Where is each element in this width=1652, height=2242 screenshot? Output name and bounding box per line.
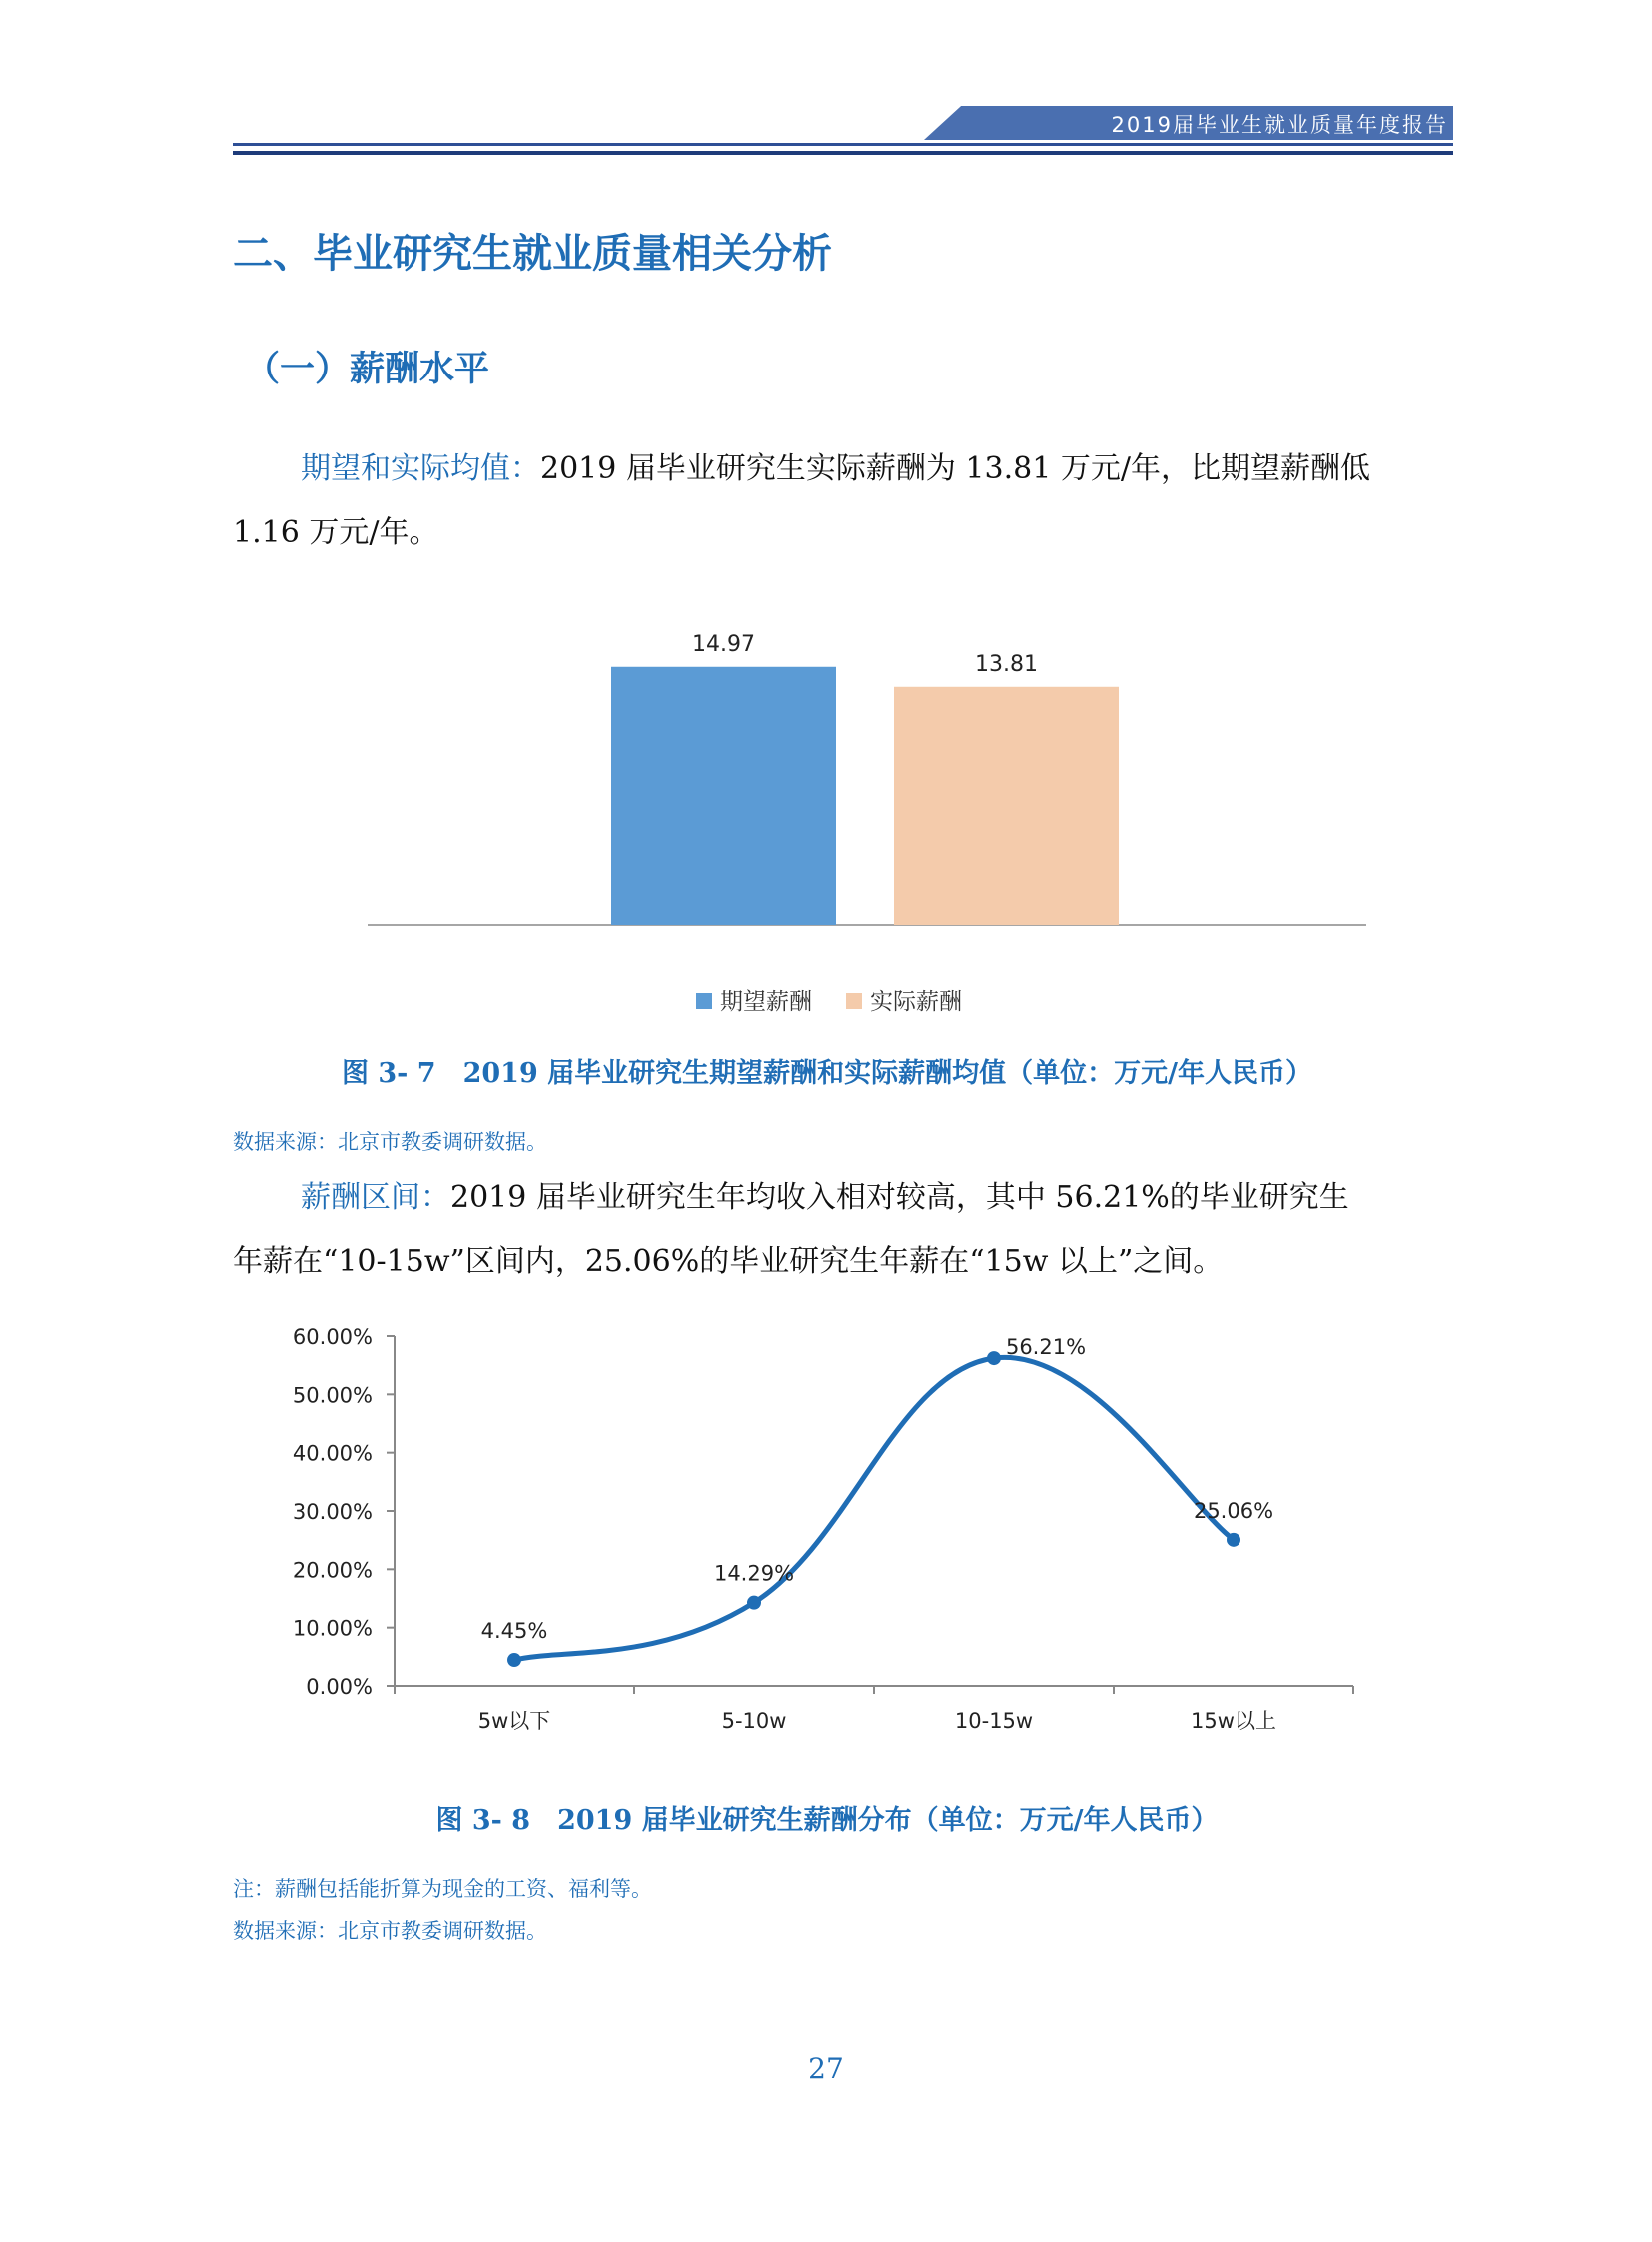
- page-number: 27: [808, 2052, 844, 2085]
- figure-2-source: 数据来源：北京市教委调研数据。: [233, 1919, 547, 1943]
- paragraph-2: [233, 1166, 1421, 1294]
- header-rule-thin: [233, 143, 1453, 146]
- y-tick-label: 60.00%: [292, 1325, 373, 1349]
- paragraph-1-line1: 2019 届毕业研究生实际薪酬为 13.81 万元/年，比期望薪酬低: [540, 451, 1370, 486]
- paragraph-1: [233, 437, 1421, 565]
- x-tick-label: 10-15w: [954, 1709, 1034, 1733]
- data-point: [747, 1596, 761, 1610]
- figure-2-caption: 图 3- 8 2019 届毕业研究生薪酬分布（单位：万元/年人民币）: [435, 1805, 1219, 1836]
- legend-label: 实际薪酬: [870, 989, 962, 1015]
- x-tick-label: 5-10w: [721, 1709, 787, 1733]
- y-tick-label: 10.00%: [292, 1616, 373, 1641]
- figure-2-note: 注：薪酬包括能折算为现金的工资、福利等。: [233, 1877, 652, 1901]
- paragraph-2-line1: 2019 届毕业研究生年均收入相对较高，其中 56.21%的毕业研究生: [450, 1180, 1349, 1215]
- bar-value-label: 13.81: [975, 651, 1038, 677]
- paragraph-2-line2: 年薪在“10-15w”区间内，25.06%的毕业研究生年薪在“15w 以上”之间。: [233, 1244, 1224, 1279]
- header-title: 2019届毕业生就业质量年度报告: [1111, 113, 1448, 137]
- data-point-label: 56.21%: [1005, 1335, 1087, 1360]
- legend-swatch: [696, 993, 712, 1009]
- bar-value-label: 14.97: [692, 631, 755, 657]
- legend-swatch: [846, 993, 862, 1009]
- y-tick-label: 30.00%: [292, 1500, 373, 1524]
- data-point: [507, 1653, 521, 1667]
- data-point: [987, 1351, 1001, 1365]
- bar-expected: [611, 667, 836, 925]
- y-tick-label: 0.00%: [306, 1675, 373, 1699]
- y-tick-label: 50.00%: [292, 1383, 373, 1408]
- legend-label: 期望薪酬: [720, 989, 812, 1015]
- salary-distribution-line-chart: [280, 1318, 1388, 1748]
- paragraph-1-line2: 1.16 万元/年。: [233, 515, 439, 550]
- data-point: [1227, 1533, 1240, 1547]
- bar-actual: [894, 687, 1119, 925]
- series-line: [514, 1357, 1234, 1660]
- figure-1-caption: 图 3- 7 2019 届毕业研究生期望薪酬和实际薪酬均值（单位：万元/年人民币）: [342, 1058, 1312, 1089]
- header-rule-thick: [233, 151, 1453, 155]
- y-tick-label: 20.00%: [292, 1558, 373, 1583]
- data-point-label: 25.06%: [1193, 1498, 1274, 1523]
- section-title: 二、毕业研究生就业质量相关分析: [233, 231, 832, 277]
- figure-1-source: 数据来源：北京市教委调研数据。: [233, 1130, 547, 1154]
- x-tick-label: 15w以上: [1191, 1709, 1276, 1733]
- subsection-title: （一）薪酬水平: [245, 350, 490, 389]
- y-tick-label: 40.00%: [292, 1441, 373, 1466]
- x-tick-label: 5w以下: [477, 1709, 551, 1733]
- data-point-label: 4.45%: [480, 1619, 548, 1644]
- data-point-label: 14.29%: [713, 1561, 795, 1586]
- salary-mean-bar-chart: [360, 629, 1378, 1029]
- paragraph-1-lead: 期望和实际均值：: [301, 451, 540, 486]
- paragraph-2-lead: 薪酬区间：: [301, 1180, 450, 1215]
